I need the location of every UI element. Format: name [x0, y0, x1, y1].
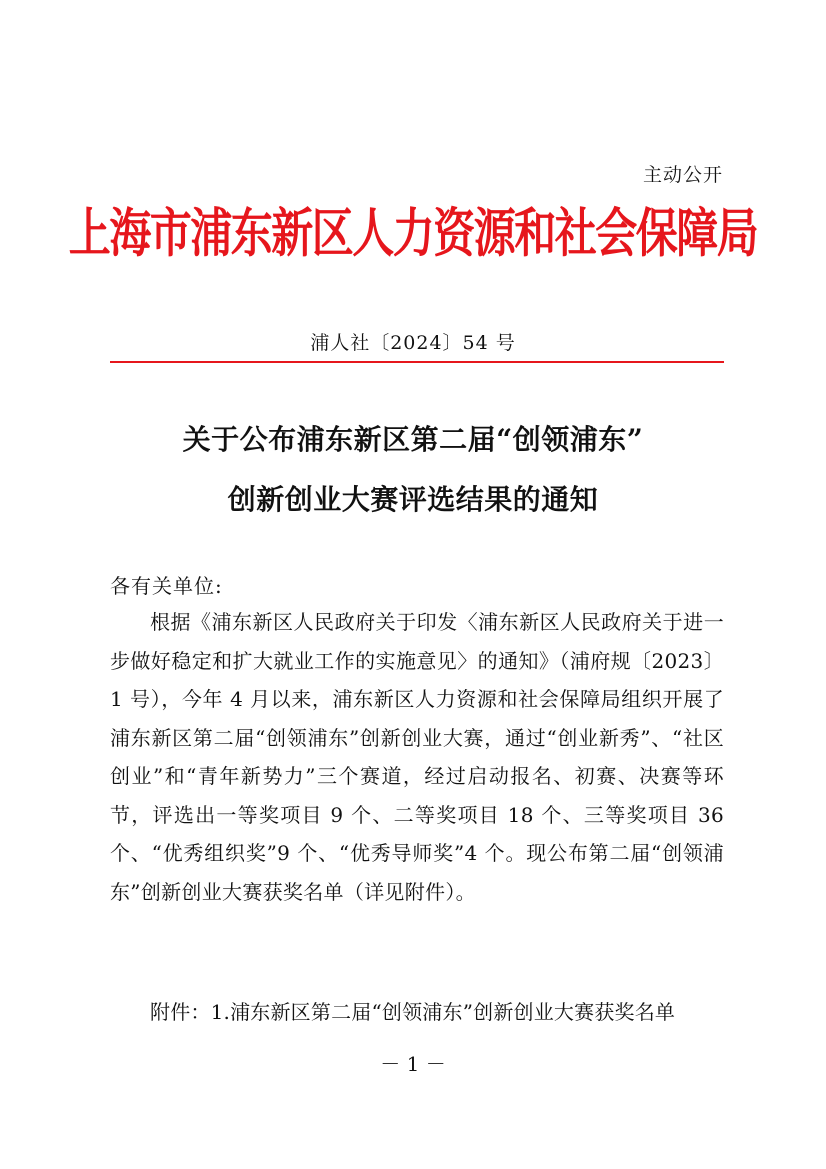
salutation: 各有关单位: [110, 574, 223, 598]
document-number: 浦人社〔2024〕54 号 [310, 332, 516, 354]
red-divider [110, 361, 724, 363]
disclosure-label: 主动公开 [642, 164, 723, 186]
agency-title: 上海市浦东新区人力资源和社会保障局 [68, 202, 758, 264]
body-paragraph: 根据《浦东新区人民政府关于印发〈浦东新区人民政府关于进一步做好稳定和扩大就业工作的实施意见〉的通知》（浦府规〔2023〕1 号），今年 4 月以来，浦东新区人力资源和社会保障局组织开展了浦东新区第二届“创领浦东”创新创业大赛，通过“创业新秀”、“社区创业”和“青年新势力”三个赛道，经过启动报名、初赛、决赛等环节，评选出一等奖项目 9 个、二等奖项目 18 个、三等奖项目 36 个、“优秀组织奖”9 个、“优秀导师奖”4 个。现公布第二届“创领浦东”创新创业大赛获奖名单（详见附件）。 [110, 610, 724, 904]
page-number: － 1 － [380, 1052, 446, 1076]
notice-title-line2: 创新创业大赛评选结果的通知 [227, 483, 599, 516]
notice-title-line1: 关于公布浦东新区第二届“创领浦东” [182, 423, 644, 456]
attachment-line: 附件：1.浦东新区第二届“创领浦东”创新创业大赛获奖名单 [150, 1000, 676, 1024]
